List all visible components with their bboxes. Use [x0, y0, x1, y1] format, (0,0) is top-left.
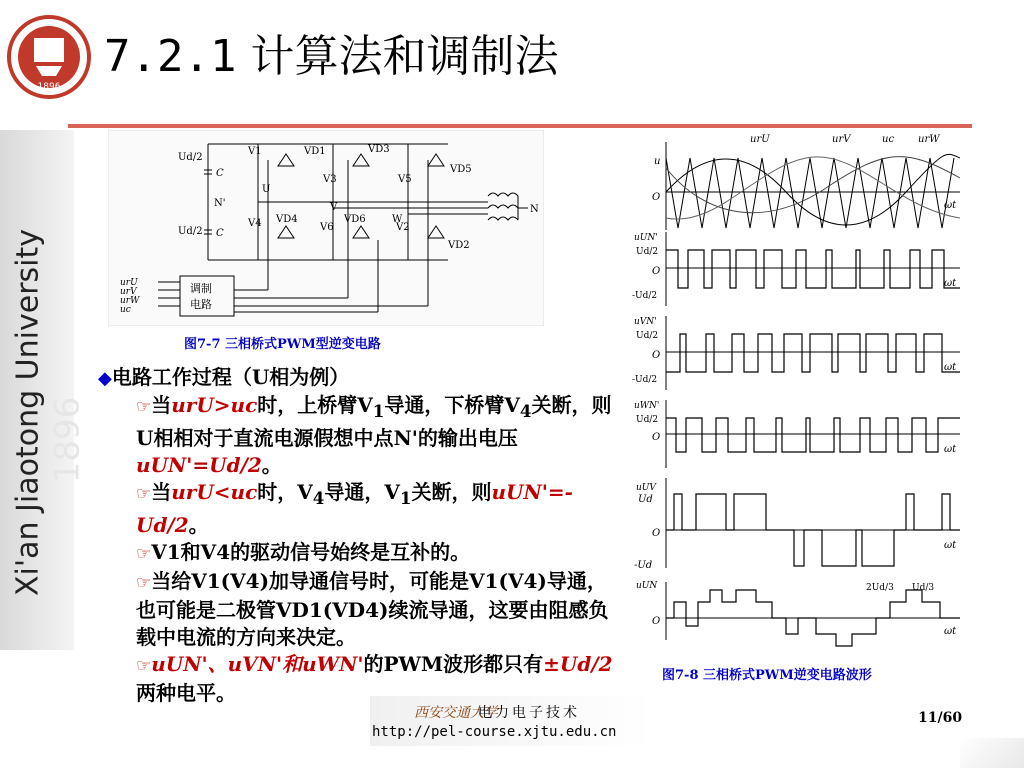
wave-label-ud2neg-1: -Ud/2 — [632, 291, 658, 301]
wave-label-ud2neg-2: -Ud/2 — [632, 375, 658, 385]
modulator-label-1: 调制 — [190, 282, 212, 295]
wave-label-uUV: uUV — [636, 483, 656, 493]
label-v2: V2 — [396, 222, 410, 233]
figure-7-8-caption: 图7-8 三相桥式PWM逆变电路波形 — [662, 668, 872, 683]
body-text — [98, 364, 626, 707]
title-text: 计算法和调制法 — [250, 31, 559, 82]
label-vd3: VD3 — [368, 144, 390, 155]
wave-label-urU: urU — [750, 134, 770, 145]
logo-year: 1896 — [37, 82, 61, 92]
label-vd5: VD5 — [450, 164, 472, 175]
wave-label-ud2-3: Ud/2 — [636, 415, 659, 425]
label-urU: urU — [120, 278, 138, 288]
label-vd1: VD1 — [304, 146, 326, 157]
label-w-node: W — [392, 214, 403, 225]
label-c-top: C — [216, 168, 224, 179]
label-vd2: VD2 — [448, 240, 470, 251]
modulator-label-2: 电路 — [190, 298, 212, 311]
wave-label-ud3: Ud/3 — [912, 583, 935, 593]
wave-label-u: u — [654, 156, 661, 167]
label-nprime: N' — [214, 198, 226, 209]
title-number: 7.2.1 — [104, 31, 237, 82]
wave-label-udneg: -Ud — [634, 560, 653, 571]
bullet-2: ☞当urU<uc时，$V_4$导通，$V_1$关断，则uUN'=-Ud/2。 — [136, 480, 573, 537]
footer-url[interactable]: http://pel-course.xjtu.edu.cn — [372, 724, 617, 740]
label-v3: V3 — [323, 174, 337, 185]
pointing-hand-icon: ☞ — [136, 656, 152, 676]
diamond-bullet-icon: ◆ — [98, 368, 112, 389]
corner-decoration — [960, 738, 1024, 768]
label-v5: V5 — [398, 174, 412, 185]
footer-course: 电力电子技术 — [478, 705, 580, 721]
pointing-hand-icon: ☞ — [136, 573, 152, 593]
wave-label-uWN: uWN' — [634, 401, 660, 411]
wave-label-uVN: uVN' — [634, 317, 657, 327]
pointing-hand-icon: ☞ — [136, 397, 152, 417]
label-ud2-bottom: Ud/2 — [178, 226, 203, 237]
label-ud2-top: Ud/2 — [178, 152, 203, 163]
label-u-node: U — [262, 184, 271, 195]
wave-label-uUN2: uUN — [636, 581, 658, 591]
wave-label-urV: urV — [832, 134, 851, 145]
wave-label-urW: urW — [918, 134, 940, 145]
wave-label-wt2: ωt — [944, 278, 957, 289]
wave-label-uUN: uUN' — [634, 233, 658, 243]
label-c-bottom: C — [216, 228, 224, 239]
pointing-hand-icon: ☞ — [136, 544, 152, 564]
figure-7-8-waveforms — [626, 128, 972, 656]
bullet-4: ☞当给V1(V4)加导通信号时，可能是V1(V4)导通，也可能是二极管VD1(VD4)续流导通，这要由阻感负载中电流的方向来决定。 — [136, 569, 609, 649]
figure-7-7-caption: 图7-7 三相桥式PWM型逆变电路 — [184, 337, 381, 352]
label-v4: V4 — [248, 218, 262, 229]
label-uc: uc — [120, 305, 131, 315]
label-n-node: N — [530, 204, 539, 215]
bullet-3: ☞V1和V4的驱动信号始终是互补的。 — [136, 540, 471, 564]
wave-label-wt5: ωt — [944, 540, 957, 551]
footer-school: 西安交通大学 — [414, 705, 498, 721]
wave-label-uc: uc — [882, 134, 895, 145]
label-v6: V6 — [320, 222, 334, 233]
wave-label-wt1: ωt — [944, 200, 957, 211]
wave-label-o1: O — [652, 192, 661, 203]
label-vd6: VD6 — [344, 214, 366, 225]
pointing-hand-icon: ☞ — [136, 484, 152, 504]
label-v1: V1 — [248, 146, 262, 157]
label-urW: urW — [120, 296, 140, 306]
wave-label-ud2-1: Ud/2 — [636, 247, 659, 257]
wave-label-o5: O — [652, 528, 661, 539]
sidebar-university-name: Xi'an Jiaotong University — [10, 228, 46, 597]
sidebar-watermark-year: 1896 — [47, 396, 88, 484]
label-v-node: V — [330, 202, 338, 213]
page-number: 11/60 — [918, 710, 963, 726]
figure-7-7-circuit — [108, 130, 544, 326]
label-urV: urV — [120, 287, 137, 297]
wave-label-o3: O — [652, 350, 661, 361]
wave-label-wt6: ωt — [944, 626, 957, 637]
page-title — [104, 20, 558, 84]
university-logo — [6, 14, 92, 100]
label-vd4: VD4 — [276, 214, 298, 225]
wave-label-ud2-2: Ud/2 — [636, 331, 659, 341]
wave-label-2ud3: 2Ud/3 — [866, 583, 894, 593]
body-heading: ◆电路工作过程（U相为例） — [98, 365, 350, 389]
wave-label-o2: O — [652, 266, 661, 277]
bullet-5: ☞uUN'、uVN'和uWN'的PWM波形都只有±Ud/2两种电平。 — [136, 652, 613, 705]
wave-label-o4: O — [652, 432, 661, 443]
wave-label-wt3: ωt — [944, 362, 957, 373]
bullet-1: ☞当urU>uc时，上桥臂$V_1$导通，下桥臂$V_4$关断，则U相相对于直流电源假想中点N'的输出电压uUN'=Ud/2。 — [136, 393, 612, 477]
wave-label-wt4: ωt — [944, 444, 957, 455]
wave-label-ud: Ud — [638, 494, 653, 505]
wave-label-o6: O — [652, 616, 661, 627]
